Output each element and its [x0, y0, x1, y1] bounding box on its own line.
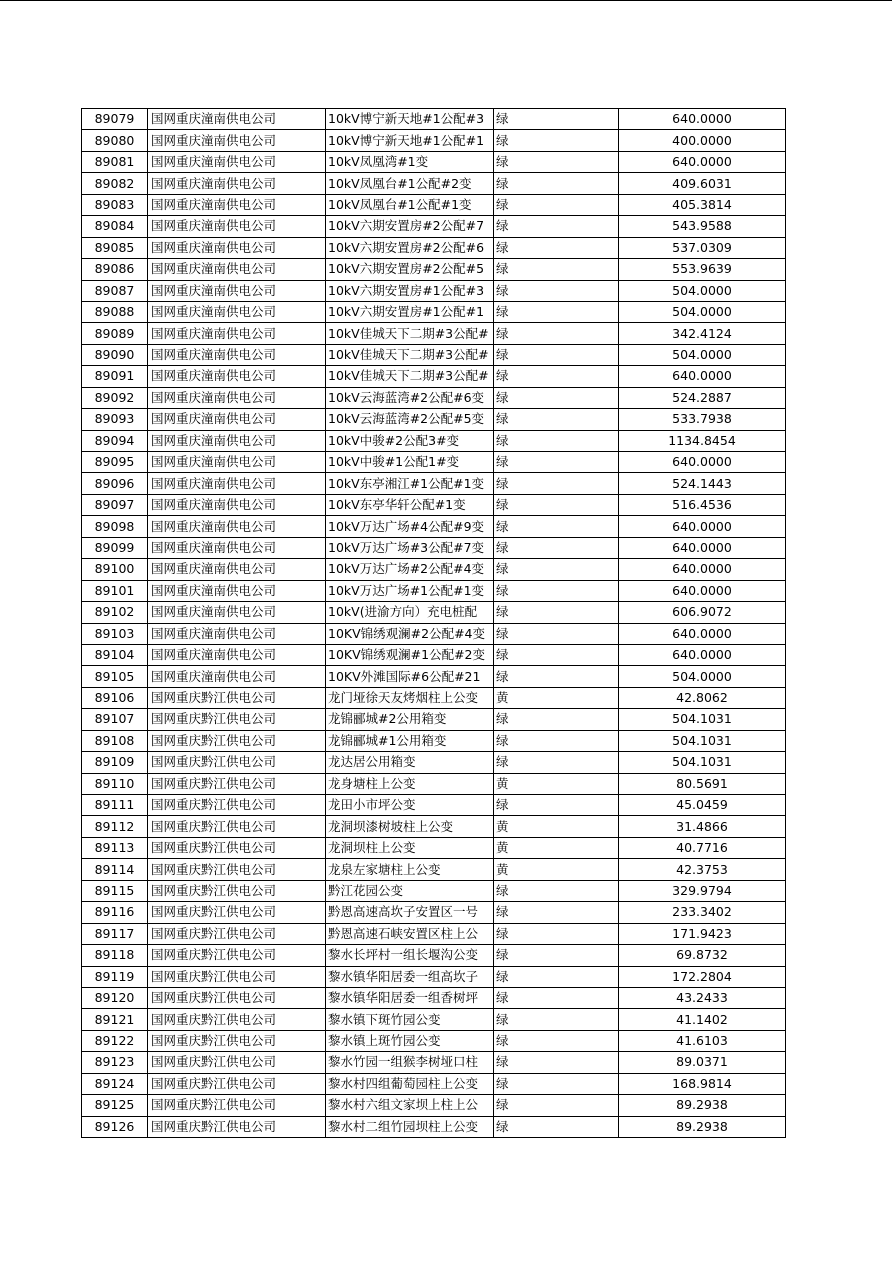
- table-row: [82, 301, 786, 322]
- value-cell: 405.3814: [619, 194, 786, 215]
- transformer-name-cell: 10kV六期安置房#2公配#5: [326, 259, 494, 280]
- transformer-name-cell: 10kV佳城天下二期#3公配#: [326, 366, 494, 387]
- status-color-cell: 绿: [494, 409, 619, 430]
- company-cell: 国网重庆潼南供电公司: [148, 130, 326, 151]
- value-cell: 606.9072: [619, 602, 786, 623]
- table-row: [82, 602, 786, 623]
- status-color-cell: 绿: [494, 602, 619, 623]
- table-row: [82, 344, 786, 365]
- row-id-cell: 89084: [82, 216, 148, 237]
- status-color-cell: 绿: [494, 173, 619, 194]
- value-cell: 168.9814: [619, 1073, 786, 1094]
- status-color-cell: 绿: [494, 1030, 619, 1051]
- transformer-name-cell: 黔江花园公变: [326, 880, 494, 901]
- status-color-cell: 绿: [494, 923, 619, 944]
- row-id-cell: 89099: [82, 537, 148, 558]
- status-color-cell: 绿: [494, 216, 619, 237]
- value-cell: 543.9588: [619, 216, 786, 237]
- row-id-cell: 89097: [82, 494, 148, 515]
- status-color-cell: 绿: [494, 109, 619, 130]
- status-color-cell: 绿: [494, 130, 619, 151]
- transformer-name-cell: 黎水镇华阳居委一组高坎子: [326, 966, 494, 987]
- value-cell: 80.5691: [619, 773, 786, 794]
- row-id-cell: 89126: [82, 1116, 148, 1137]
- transformer-name-cell: 10kV凤凰湾#1变: [326, 151, 494, 172]
- status-color-cell: 绿: [494, 494, 619, 515]
- status-color-cell: 绿: [494, 452, 619, 473]
- value-cell: 504.1031: [619, 730, 786, 751]
- company-cell: 国网重庆潼南供电公司: [148, 430, 326, 451]
- company-cell: 国网重庆黔江供电公司: [148, 1073, 326, 1094]
- row-id-cell: 89117: [82, 923, 148, 944]
- status-color-cell: 黄: [494, 687, 619, 708]
- value-cell: 640.0000: [619, 452, 786, 473]
- company-cell: 国网重庆潼南供电公司: [148, 216, 326, 237]
- transformer-name-cell: 黎水长坪村一组长堰沟公变: [326, 945, 494, 966]
- company-cell: 国网重庆黔江供电公司: [148, 1095, 326, 1116]
- table-row: [82, 409, 786, 430]
- value-cell: 640.0000: [619, 516, 786, 537]
- row-id-cell: 89115: [82, 880, 148, 901]
- transformer-name-cell: 10kV万达广场#1公配#1变: [326, 580, 494, 601]
- status-color-cell: 绿: [494, 259, 619, 280]
- status-color-cell: 绿: [494, 1116, 619, 1137]
- transformer-name-cell: 10KV外滩国际#6公配#21: [326, 666, 494, 687]
- status-color-cell: 黄: [494, 859, 619, 880]
- transformer-name-cell: 10kV中骏#2公配3#变: [326, 430, 494, 451]
- company-cell: 国网重庆潼南供电公司: [148, 602, 326, 623]
- table-row: [82, 580, 786, 601]
- status-color-cell: 绿: [494, 580, 619, 601]
- table-row: [82, 1116, 786, 1137]
- value-cell: 504.0000: [619, 280, 786, 301]
- transformer-name-cell: 龙身塘柱上公变: [326, 773, 494, 794]
- row-id-cell: 89106: [82, 687, 148, 708]
- transformer-name-cell: 龙门垭徐天友烤烟柱上公变: [326, 687, 494, 708]
- transformer-name-cell: 10kV凤凰台#1公配#1变: [326, 194, 494, 215]
- row-id-cell: 89087: [82, 280, 148, 301]
- company-cell: 国网重庆潼南供电公司: [148, 409, 326, 430]
- row-id-cell: 89094: [82, 430, 148, 451]
- row-id-cell: 89100: [82, 559, 148, 580]
- table-row: [82, 237, 786, 258]
- status-color-cell: 绿: [494, 430, 619, 451]
- value-cell: 1134.8454: [619, 430, 786, 451]
- table-row: [82, 173, 786, 194]
- status-color-cell: 绿: [494, 752, 619, 773]
- status-color-cell: 绿: [494, 1095, 619, 1116]
- company-cell: 国网重庆黔江供电公司: [148, 966, 326, 987]
- company-cell: 国网重庆潼南供电公司: [148, 109, 326, 130]
- transformer-name-cell: 10kV万达广场#4公配#9变: [326, 516, 494, 537]
- row-id-cell: 89088: [82, 301, 148, 322]
- transformer-name-cell: 龙洞坝漆树坡柱上公变: [326, 816, 494, 837]
- transformer-name-cell: 黎水镇上斑竹园公变: [326, 1030, 494, 1051]
- table-row: [82, 1073, 786, 1094]
- transformer-name-cell: 10kV凤凰台#1公配#2变: [326, 173, 494, 194]
- row-id-cell: 89112: [82, 816, 148, 837]
- company-cell: 国网重庆黔江供电公司: [148, 773, 326, 794]
- table-row: [82, 151, 786, 172]
- value-cell: 640.0000: [619, 537, 786, 558]
- status-color-cell: 黄: [494, 773, 619, 794]
- value-cell: 640.0000: [619, 580, 786, 601]
- company-cell: 国网重庆黔江供电公司: [148, 859, 326, 880]
- status-color-cell: 绿: [494, 559, 619, 580]
- transformer-name-cell: 龙达居公用箱变: [326, 752, 494, 773]
- company-cell: 国网重庆黔江供电公司: [148, 730, 326, 751]
- status-color-cell: 绿: [494, 387, 619, 408]
- transformer-name-cell: 10kV博宁新天地#1公配#3: [326, 109, 494, 130]
- status-color-cell: 绿: [494, 344, 619, 365]
- table-row: [82, 687, 786, 708]
- table-row: [82, 280, 786, 301]
- company-cell: 国网重庆黔江供电公司: [148, 987, 326, 1008]
- company-cell: 国网重庆潼南供电公司: [148, 366, 326, 387]
- transformer-name-cell: 10kV东亭华轩公配#1变: [326, 494, 494, 515]
- transformer-name-cell: 龙锦郦城#1公用箱变: [326, 730, 494, 751]
- company-cell: 国网重庆潼南供电公司: [148, 537, 326, 558]
- value-cell: 89.2938: [619, 1116, 786, 1137]
- table-row: [82, 452, 786, 473]
- transformer-name-cell: 黎水村六组文家坝上柱上公: [326, 1095, 494, 1116]
- status-color-cell: 绿: [494, 194, 619, 215]
- table-row: [82, 966, 786, 987]
- table-row: [82, 752, 786, 773]
- status-color-cell: 绿: [494, 966, 619, 987]
- transformer-name-cell: 10KV锦绣观澜#2公配#4变: [326, 623, 494, 644]
- table-row: [82, 430, 786, 451]
- value-cell: 43.2433: [619, 987, 786, 1008]
- transformer-name-cell: 10kV东亭湘江#1公配#1变: [326, 473, 494, 494]
- table-row: [82, 494, 786, 515]
- status-color-cell: 绿: [494, 366, 619, 387]
- table-row: [82, 923, 786, 944]
- company-cell: 国网重庆潼南供电公司: [148, 516, 326, 537]
- row-id-cell: 89124: [82, 1073, 148, 1094]
- row-id-cell: 89125: [82, 1095, 148, 1116]
- value-cell: 533.7938: [619, 409, 786, 430]
- value-cell: 45.0459: [619, 795, 786, 816]
- company-cell: 国网重庆潼南供电公司: [148, 259, 326, 280]
- table-row: [82, 623, 786, 644]
- table-row: [82, 366, 786, 387]
- table-row: [82, 773, 786, 794]
- row-id-cell: 89120: [82, 987, 148, 1008]
- table-row: [82, 837, 786, 858]
- value-cell: 524.1443: [619, 473, 786, 494]
- value-cell: 42.8062: [619, 687, 786, 708]
- company-cell: 国网重庆黔江供电公司: [148, 1116, 326, 1137]
- status-color-cell: 绿: [494, 1052, 619, 1073]
- table-row: [82, 323, 786, 344]
- row-id-cell: 89116: [82, 902, 148, 923]
- table-row: [82, 194, 786, 215]
- row-id-cell: 89093: [82, 409, 148, 430]
- company-cell: 国网重庆潼南供电公司: [148, 194, 326, 215]
- company-cell: 国网重庆潼南供电公司: [148, 559, 326, 580]
- table-row: [82, 537, 786, 558]
- transformer-name-cell: 10kV六期安置房#2公配#7: [326, 216, 494, 237]
- row-id-cell: 89080: [82, 130, 148, 151]
- status-color-cell: 绿: [494, 623, 619, 644]
- company-cell: 国网重庆黔江供电公司: [148, 795, 326, 816]
- row-id-cell: 89092: [82, 387, 148, 408]
- status-color-cell: 绿: [494, 1073, 619, 1094]
- company-cell: 国网重庆潼南供电公司: [148, 473, 326, 494]
- company-cell: 国网重庆潼南供电公司: [148, 452, 326, 473]
- row-id-cell: 89107: [82, 709, 148, 730]
- row-id-cell: 89083: [82, 194, 148, 215]
- row-id-cell: 89118: [82, 945, 148, 966]
- company-cell: 国网重庆潼南供电公司: [148, 494, 326, 515]
- company-cell: 国网重庆潼南供电公司: [148, 623, 326, 644]
- status-color-cell: 绿: [494, 301, 619, 322]
- row-id-cell: 89082: [82, 173, 148, 194]
- status-color-cell: 绿: [494, 644, 619, 665]
- page-top-rule: [0, 0, 892, 1]
- transformer-name-cell: 黎水村四组葡萄园柱上公变: [326, 1073, 494, 1094]
- value-cell: 42.3753: [619, 859, 786, 880]
- table-row: [82, 1009, 786, 1030]
- transformer-name-cell: 10kV六期安置房#1公配#1: [326, 301, 494, 322]
- row-id-cell: 89079: [82, 109, 148, 130]
- transformer-name-cell: 10kV万达广场#3公配#7变: [326, 537, 494, 558]
- transformer-name-cell: 10kV中骏#1公配1#变: [326, 452, 494, 473]
- table-body: [82, 109, 786, 1138]
- transformer-name-cell: 10KV锦绣观澜#1公配#2变: [326, 644, 494, 665]
- value-cell: 41.1402: [619, 1009, 786, 1030]
- row-id-cell: 89123: [82, 1052, 148, 1073]
- row-id-cell: 89098: [82, 516, 148, 537]
- status-color-cell: 绿: [494, 945, 619, 966]
- table-row: [82, 1052, 786, 1073]
- value-cell: 171.9423: [619, 923, 786, 944]
- company-cell: 国网重庆潼南供电公司: [148, 173, 326, 194]
- value-cell: 409.6031: [619, 173, 786, 194]
- transformer-name-cell: 10kV佳城天下二期#3公配#: [326, 323, 494, 344]
- transformer-name-cell: 龙田小市坪公变: [326, 795, 494, 816]
- company-cell: 国网重庆潼南供电公司: [148, 323, 326, 344]
- status-color-cell: 绿: [494, 730, 619, 751]
- row-id-cell: 89086: [82, 259, 148, 280]
- company-cell: 国网重庆黔江供电公司: [148, 880, 326, 901]
- transformer-name-cell: 黎水镇华阳居委一组香树坪: [326, 987, 494, 1008]
- row-id-cell: 89108: [82, 730, 148, 751]
- value-cell: 524.2887: [619, 387, 786, 408]
- company-cell: 国网重庆潼南供电公司: [148, 666, 326, 687]
- status-color-cell: 绿: [494, 666, 619, 687]
- status-color-cell: 绿: [494, 795, 619, 816]
- row-id-cell: 89102: [82, 602, 148, 623]
- status-color-cell: 绿: [494, 1009, 619, 1030]
- value-cell: 89.2938: [619, 1095, 786, 1116]
- status-color-cell: 绿: [494, 237, 619, 258]
- company-cell: 国网重庆黔江供电公司: [148, 1030, 326, 1051]
- value-cell: 69.8732: [619, 945, 786, 966]
- row-id-cell: 89105: [82, 666, 148, 687]
- table-row: [82, 644, 786, 665]
- transformer-name-cell: 龙锦郦城#2公用箱变: [326, 709, 494, 730]
- status-color-cell: 黄: [494, 837, 619, 858]
- transformer-name-cell: 10kV六期安置房#1公配#3: [326, 280, 494, 301]
- transformer-name-cell: 10kV云海蓝湾#2公配#5变: [326, 409, 494, 430]
- transformer-name-cell: 黎水竹园一组猴李树垭口柱: [326, 1052, 494, 1073]
- transformer-name-cell: 黎水镇下斑竹园公变: [326, 1009, 494, 1030]
- table-row: [82, 473, 786, 494]
- table-row: [82, 109, 786, 130]
- value-cell: 504.1031: [619, 752, 786, 773]
- transformer-name-cell: 10kV博宁新天地#1公配#1: [326, 130, 494, 151]
- status-color-cell: 绿: [494, 537, 619, 558]
- row-id-cell: 89101: [82, 580, 148, 601]
- value-cell: 640.0000: [619, 644, 786, 665]
- company-cell: 国网重庆黔江供电公司: [148, 1009, 326, 1030]
- company-cell: 国网重庆潼南供电公司: [148, 387, 326, 408]
- row-id-cell: 89091: [82, 366, 148, 387]
- value-cell: 41.6103: [619, 1030, 786, 1051]
- table-row: [82, 387, 786, 408]
- row-id-cell: 89113: [82, 837, 148, 858]
- status-color-cell: 绿: [494, 323, 619, 344]
- row-id-cell: 89095: [82, 452, 148, 473]
- value-cell: 342.4124: [619, 323, 786, 344]
- value-cell: 31.4866: [619, 816, 786, 837]
- row-id-cell: 89081: [82, 151, 148, 172]
- table-row: [82, 945, 786, 966]
- company-cell: 国网重庆潼南供电公司: [148, 280, 326, 301]
- row-id-cell: 89110: [82, 773, 148, 794]
- company-cell: 国网重庆黔江供电公司: [148, 816, 326, 837]
- value-cell: 537.0309: [619, 237, 786, 258]
- value-cell: 329.9794: [619, 880, 786, 901]
- value-cell: 640.0000: [619, 109, 786, 130]
- row-id-cell: 89089: [82, 323, 148, 344]
- company-cell: 国网重庆潼南供电公司: [148, 344, 326, 365]
- transformer-name-cell: 黔恩高速高坎子安置区一号: [326, 902, 494, 923]
- company-cell: 国网重庆潼南供电公司: [148, 580, 326, 601]
- company-cell: 国网重庆黔江供电公司: [148, 837, 326, 858]
- company-cell: 国网重庆潼南供电公司: [148, 644, 326, 665]
- transformer-name-cell: 黎水村二组竹园坝柱上公变: [326, 1116, 494, 1137]
- row-id-cell: 89104: [82, 644, 148, 665]
- value-cell: 504.0000: [619, 344, 786, 365]
- status-color-cell: 绿: [494, 709, 619, 730]
- table-row: [82, 559, 786, 580]
- row-id-cell: 89121: [82, 1009, 148, 1030]
- value-cell: 640.0000: [619, 559, 786, 580]
- status-color-cell: 绿: [494, 280, 619, 301]
- table-row: [82, 795, 786, 816]
- value-cell: 640.0000: [619, 623, 786, 644]
- status-color-cell: 绿: [494, 516, 619, 537]
- status-color-cell: 绿: [494, 151, 619, 172]
- company-cell: 国网重庆黔江供电公司: [148, 1052, 326, 1073]
- transformer-name-cell: 10kV云海蓝湾#2公配#6变: [326, 387, 494, 408]
- table-row: [82, 1030, 786, 1051]
- value-cell: 172.2804: [619, 966, 786, 987]
- row-id-cell: 89103: [82, 623, 148, 644]
- table-row: [82, 880, 786, 901]
- company-cell: 国网重庆潼南供电公司: [148, 237, 326, 258]
- value-cell: 504.0000: [619, 666, 786, 687]
- table-row: [82, 902, 786, 923]
- company-cell: 国网重庆黔江供电公司: [148, 945, 326, 966]
- value-cell: 89.0371: [619, 1052, 786, 1073]
- status-color-cell: 绿: [494, 987, 619, 1008]
- company-cell: 国网重庆黔江供电公司: [148, 687, 326, 708]
- value-cell: 504.1031: [619, 709, 786, 730]
- value-cell: 640.0000: [619, 151, 786, 172]
- table-row: [82, 859, 786, 880]
- data-table: [81, 108, 786, 1138]
- row-id-cell: 89090: [82, 344, 148, 365]
- table-row: [82, 709, 786, 730]
- table-row: [82, 987, 786, 1008]
- status-color-cell: 黄: [494, 816, 619, 837]
- value-cell: 40.7716: [619, 837, 786, 858]
- table-row: [82, 516, 786, 537]
- table-row: [82, 1095, 786, 1116]
- table-row: [82, 730, 786, 751]
- table-row: [82, 259, 786, 280]
- row-id-cell: 89085: [82, 237, 148, 258]
- row-id-cell: 89109: [82, 752, 148, 773]
- status-color-cell: 绿: [494, 902, 619, 923]
- status-color-cell: 绿: [494, 473, 619, 494]
- status-color-cell: 绿: [494, 880, 619, 901]
- company-cell: 国网重庆黔江供电公司: [148, 902, 326, 923]
- company-cell: 国网重庆潼南供电公司: [148, 151, 326, 172]
- table-row: [82, 666, 786, 687]
- company-cell: 国网重庆潼南供电公司: [148, 301, 326, 322]
- row-id-cell: 89096: [82, 473, 148, 494]
- value-cell: 516.4536: [619, 494, 786, 515]
- company-cell: 国网重庆黔江供电公司: [148, 709, 326, 730]
- row-id-cell: 89111: [82, 795, 148, 816]
- row-id-cell: 89119: [82, 966, 148, 987]
- table-row: [82, 130, 786, 151]
- table-row: [82, 216, 786, 237]
- row-id-cell: 89114: [82, 859, 148, 880]
- company-cell: 国网重庆黔江供电公司: [148, 752, 326, 773]
- value-cell: 504.0000: [619, 301, 786, 322]
- transformer-name-cell: 10kV万达广场#2公配#4变: [326, 559, 494, 580]
- transformer-name-cell: 黔恩高速石峡安置区柱上公: [326, 923, 494, 944]
- transformer-name-cell: 龙泉左家塘柱上公变: [326, 859, 494, 880]
- transformer-name-cell: 龙洞坝柱上公变: [326, 837, 494, 858]
- transformer-name-cell: 10kV六期安置房#2公配#6: [326, 237, 494, 258]
- row-id-cell: 89122: [82, 1030, 148, 1051]
- table-row: [82, 816, 786, 837]
- value-cell: 553.9639: [619, 259, 786, 280]
- transformer-name-cell: 10kV(进渝方向）充电桩配: [326, 602, 494, 623]
- transformer-name-cell: 10kV佳城天下二期#3公配#: [326, 344, 494, 365]
- value-cell: 640.0000: [619, 366, 786, 387]
- value-cell: 400.0000: [619, 130, 786, 151]
- company-cell: 国网重庆黔江供电公司: [148, 923, 326, 944]
- value-cell: 233.3402: [619, 902, 786, 923]
